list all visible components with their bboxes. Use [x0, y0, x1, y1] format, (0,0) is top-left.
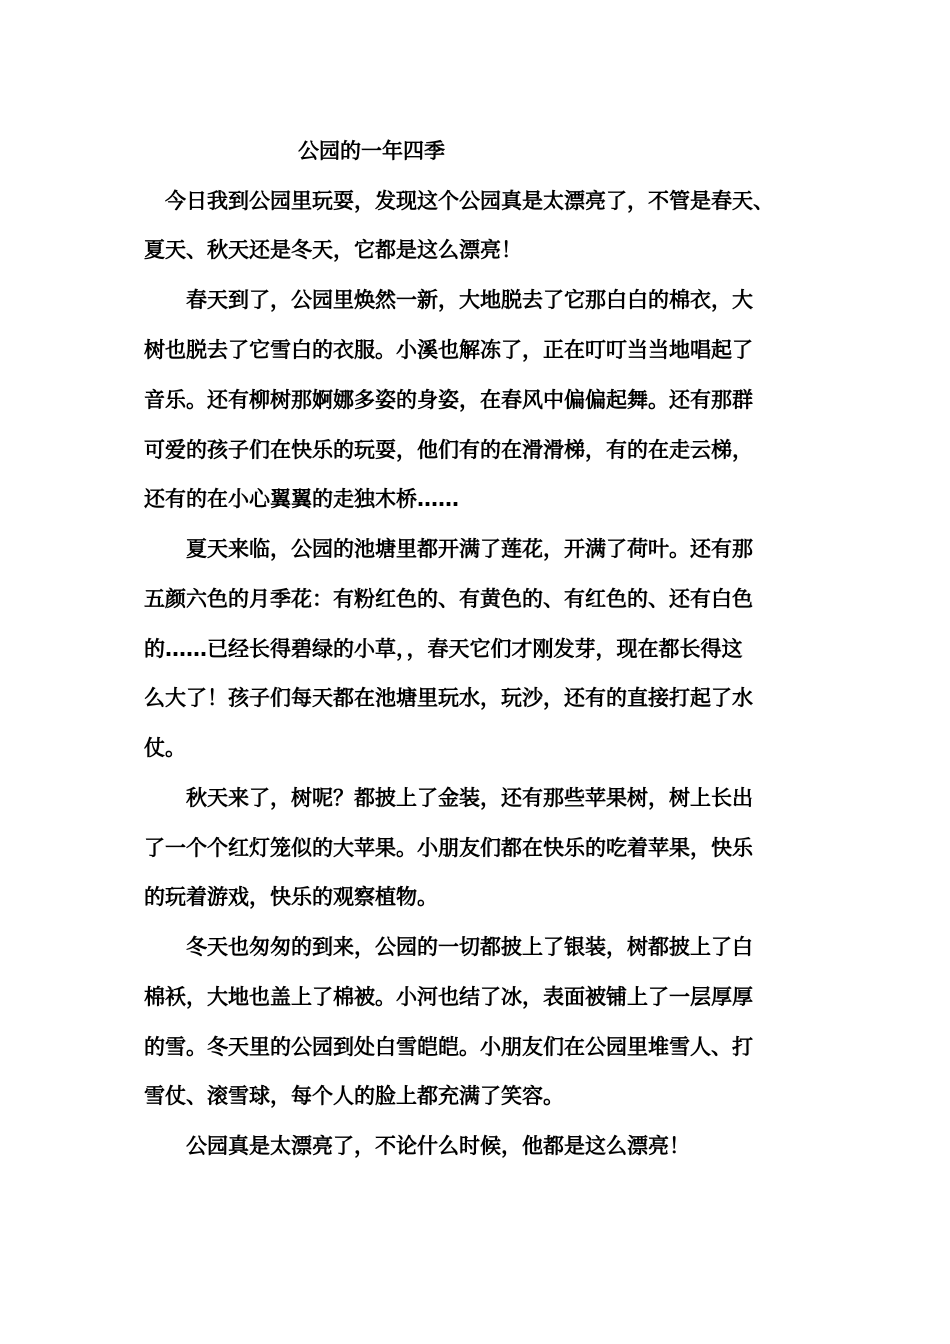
text-line: 音乐。还有柳树那婀娜多姿的身姿，在春风中偏偏起舞。还有那群 — [144, 388, 753, 412]
text-line: 还有的在小心翼翼的走独木桥…… — [144, 487, 459, 511]
text-line: 雪仗、滚雪球，每个人的脸上都充满了笑容。 — [144, 1084, 564, 1108]
text-line: 棉袄，大地也盖上了棉被。小河也结了冰，表面被铺上了一层厚厚 — [144, 985, 753, 1009]
text-line: 五颜六色的月季花：有粉红色的、有黄色的、有红色的、还有白色 — [144, 587, 753, 611]
text-line: 树也脱去了它雪白的衣服。小溪也解冻了，正在叮叮当当地唱起了 — [144, 338, 753, 362]
text-line: 可爱的孩子们在快乐的玩耍，他们有的在滑滑梯，有的在走云梯， — [144, 438, 753, 462]
text-line: 夏天、秋天还是冬天，它都是这么漂亮！ — [144, 238, 522, 262]
text-line: 秋天来了，树呢？都披上了金装，还有那些苹果树，树上长出 — [144, 786, 753, 810]
text-line: 今日我到公园里玩耍，发现这个公园真是太漂亮了，不管是春天、 — [144, 189, 774, 213]
text-line: 的玩着游戏，快乐的观察植物。 — [144, 885, 438, 909]
text-line: 仗。 — [144, 736, 186, 760]
document-title: 公园的一年四季 — [298, 139, 445, 163]
text-line: 的……已经长得碧绿的小草，，春天它们才刚发芽，现在都长得这 — [144, 637, 743, 661]
text-line: 了一个个红灯笼似的大苹果。小朋友们都在快乐的吃着苹果，快乐 — [144, 836, 753, 860]
text-line: 的雪。冬天里的公园到处白雪皑皑。小朋友们在公园里堆雪人、打 — [144, 1035, 753, 1059]
text-line: 冬天也匆匆的到来，公园的一切都披上了银装，树都披上了白 — [144, 935, 753, 959]
text-line: 公园真是太漂亮了，不论什么时候，他都是这么漂亮！ — [144, 1134, 690, 1158]
text-line: 春天到了，公园里焕然一新，大地脱去了它那白白的棉衣，大 — [144, 288, 753, 312]
text-line: 夏天来临，公园的池塘里都开满了莲花，开满了荷叶。还有那 — [144, 537, 753, 561]
text-line: 么大了！孩子们每天都在池塘里玩水，玩沙，还有的直接打起了水 — [144, 686, 753, 710]
